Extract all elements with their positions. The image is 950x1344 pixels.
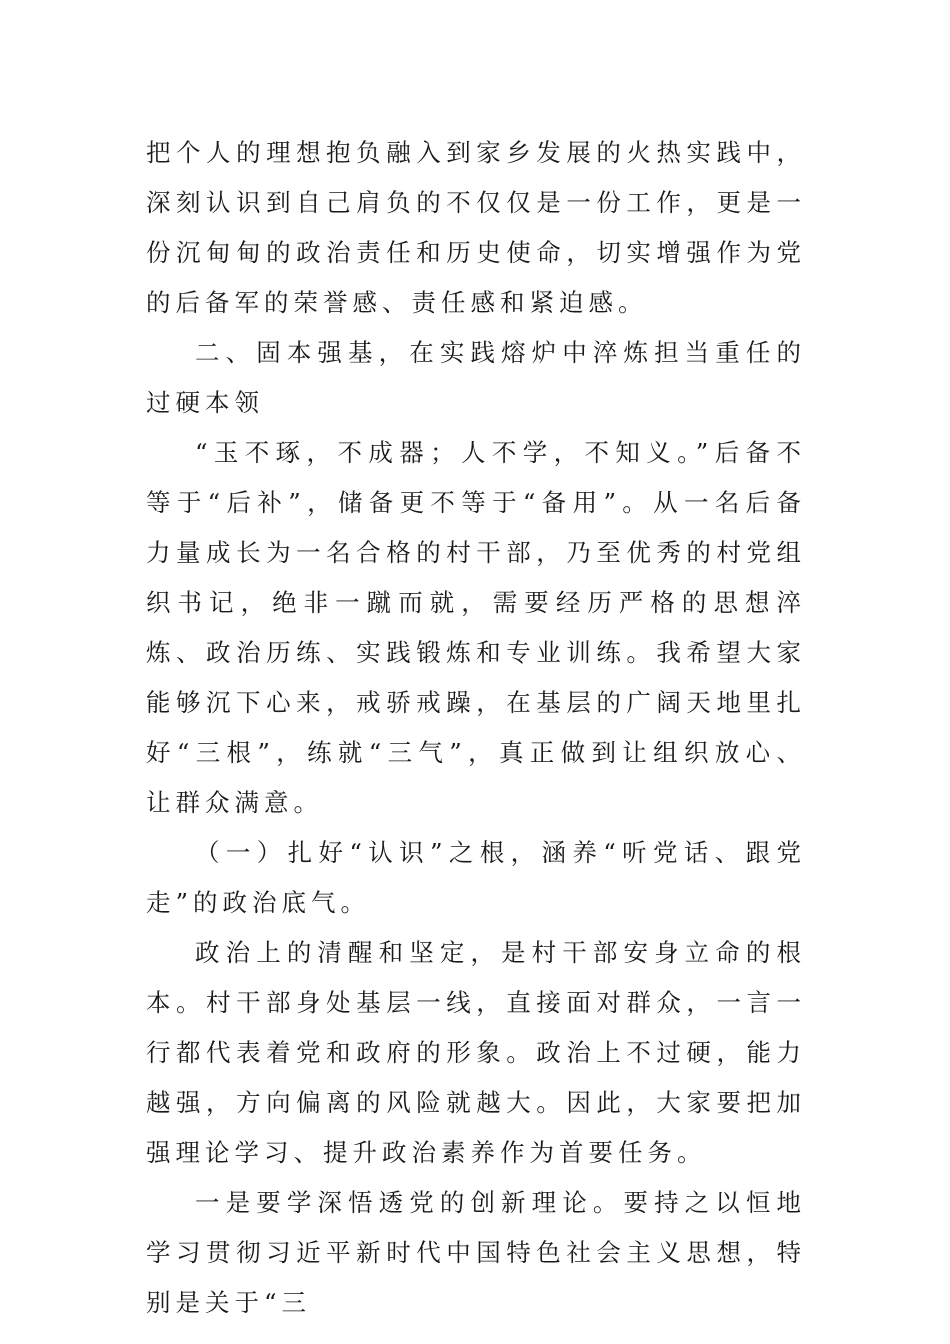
paragraph-quote-intro: “玉不琢，不成器；人不学，不知义。”后备不等于“后补”，储备更不等于“备用”。从一名后备力量成长为一名合格的村干部，乃至优秀的村党组织书记，绝非一蹴而就，需要经历严格的思想淬炼、政治历练、实践锻炼和专业训练。我希望大家能够沉下心来，戒骄戒躁，在基层的广阔天地里扎好“三根”，练就“三气”，真正做到让组织放心、让群众满意。 bbox=[146, 438, 806, 817]
paragraph-continuation: 把个人的理想抱负融入到家乡发展的火热实践中，深刻认识到自己肩负的不仅仅是一份工作，更是一份沉甸甸的政治责任和历史使命，切实增强作为党的后备军的荣誉感、责任感和紧迫感。 bbox=[146, 138, 806, 317]
paragraph-point-one: 一是要学深悟透党的创新理论。要持之以恒地学习贯彻习近平新时代中国特色社会主义思想，特别是关于“三 bbox=[146, 1188, 806, 1317]
section-heading-two: 二、固本强基，在实践熔炉中淬炼担当重任的过硬本领 bbox=[146, 338, 806, 417]
document-body bbox=[146, 128, 806, 1328]
paragraph-political: 政治上的清醒和坚定，是村干部安身立命的根本。村干部身处基层一线，直接面对群众，一言一行都代表着党和政府的形象。政治上不过硬，能力越强，方向偏离的风险就越大。因此，大家要把加强理论学习、提升政治素养作为首要任务。 bbox=[146, 938, 806, 1167]
subsection-heading-one: （一）扎好“认识”之根，涵养“听党话、跟党走”的政治底气。 bbox=[146, 838, 806, 917]
